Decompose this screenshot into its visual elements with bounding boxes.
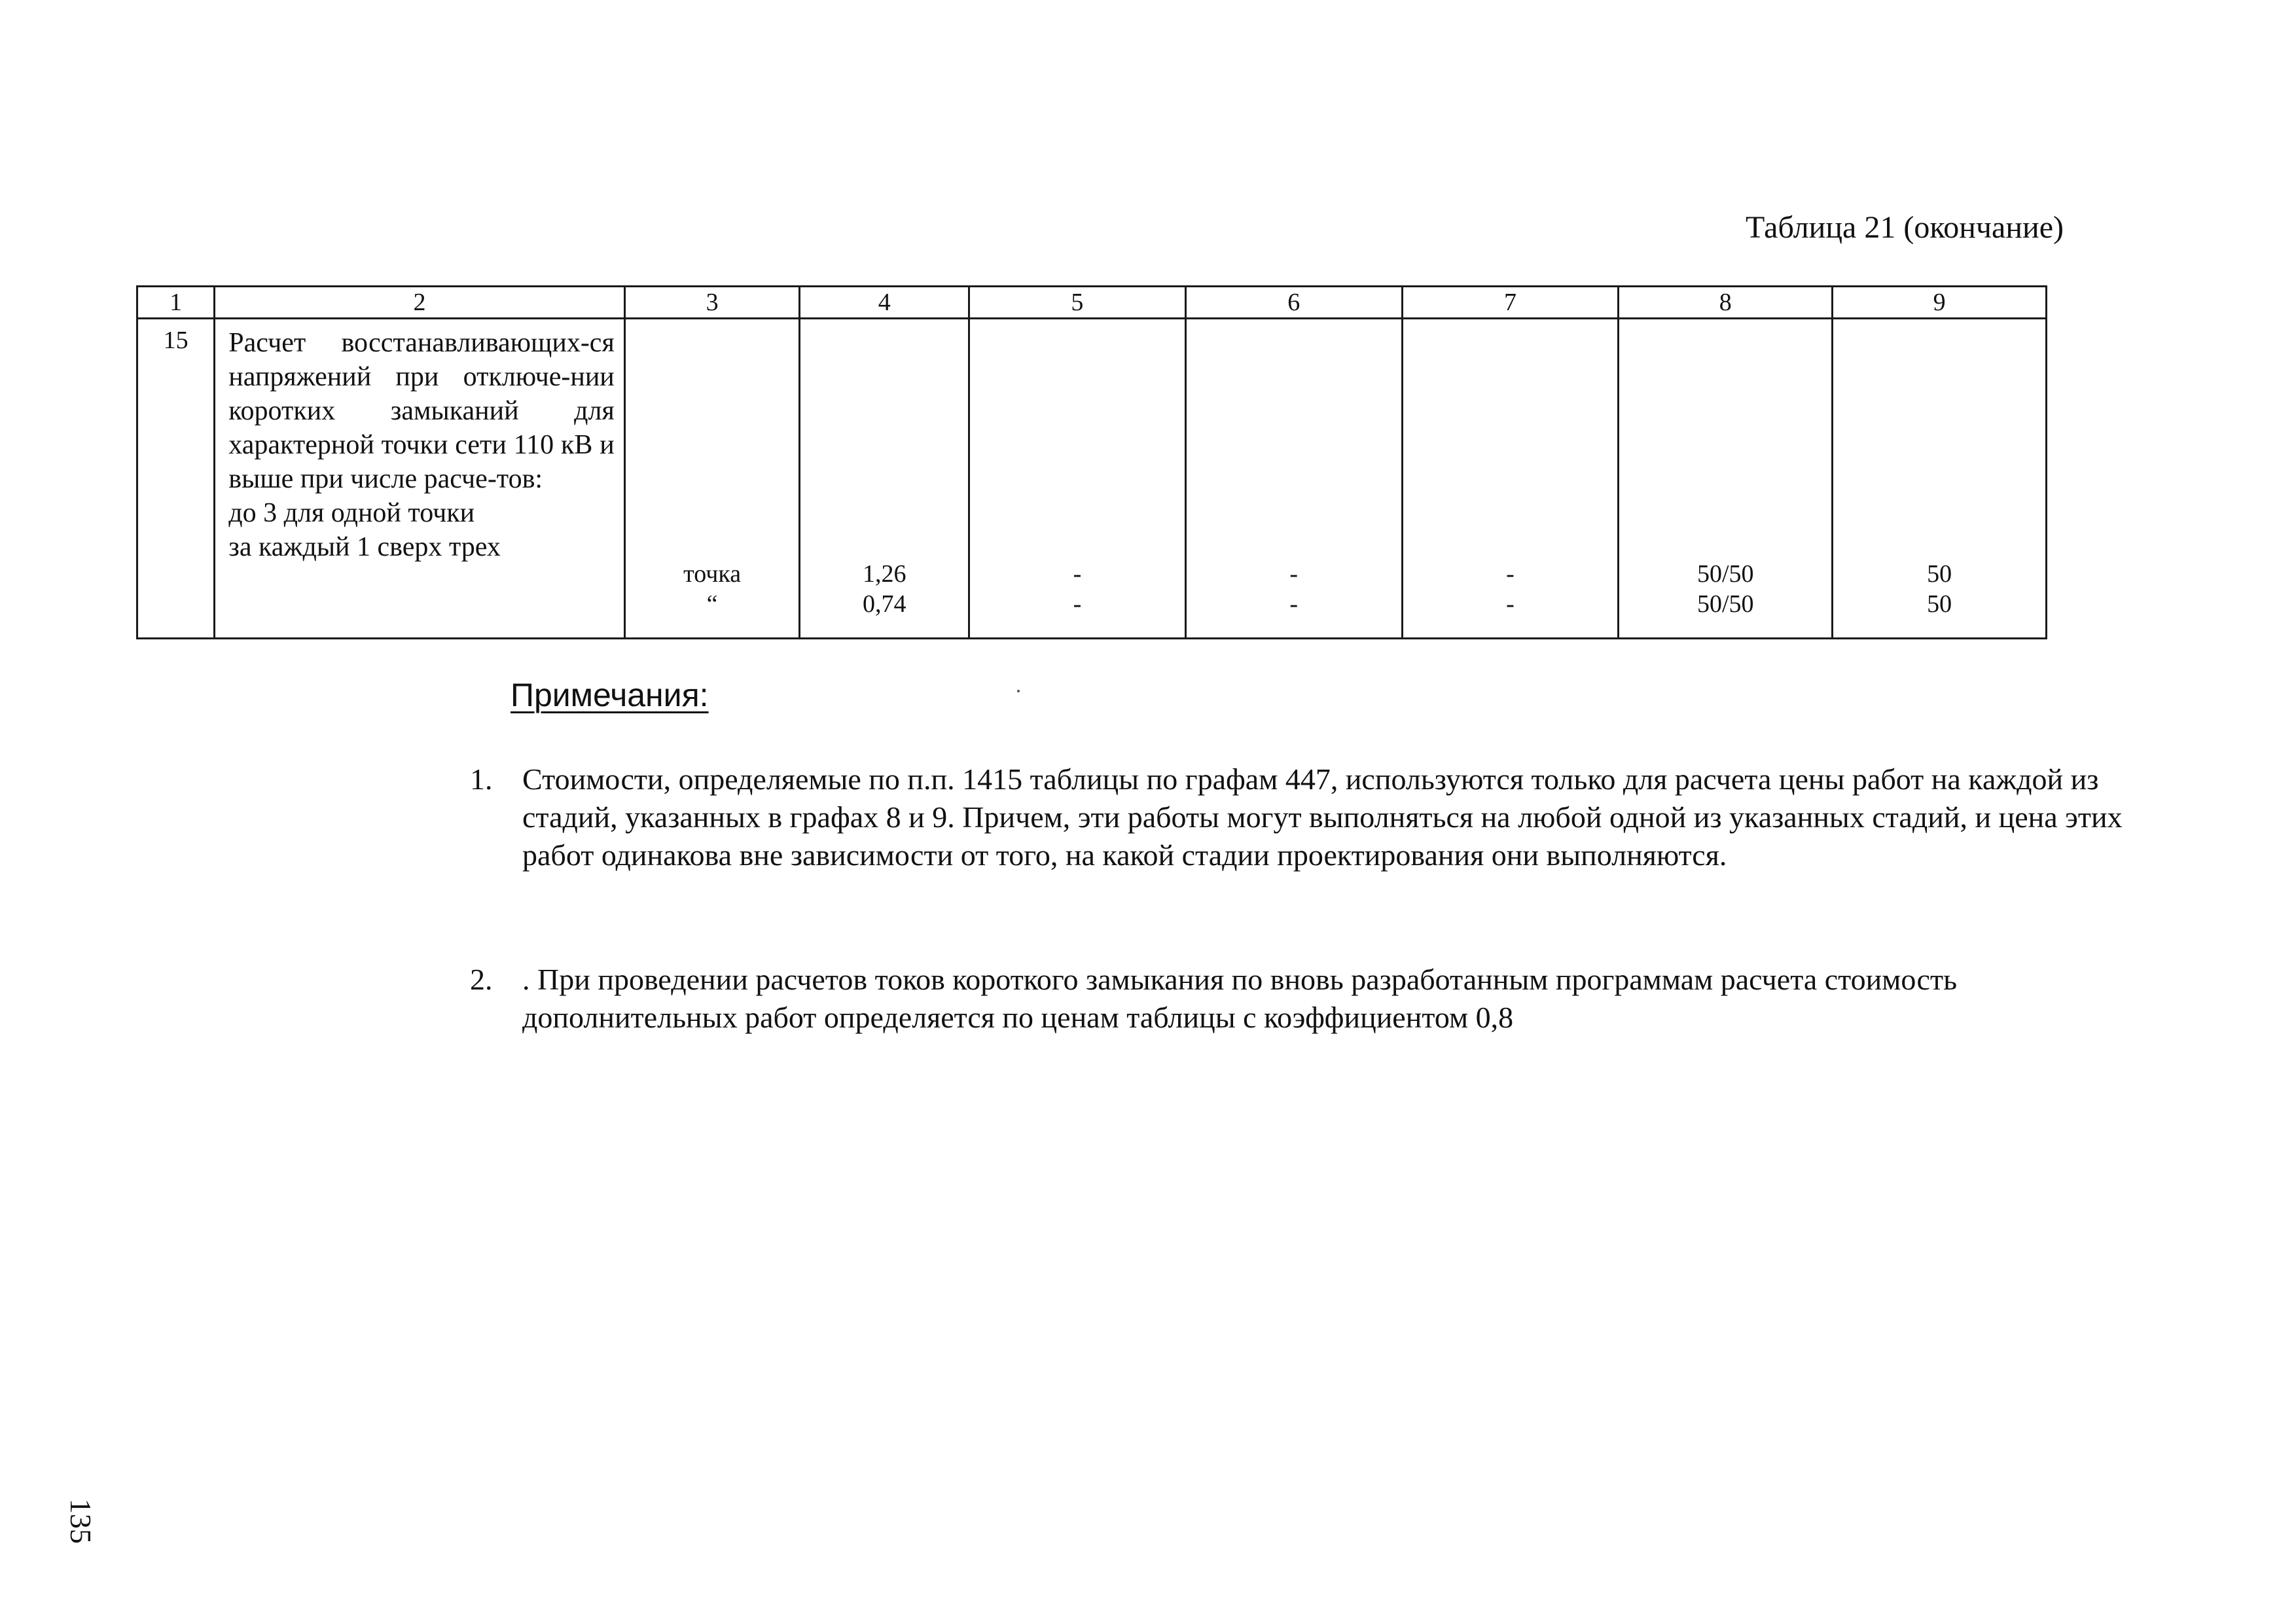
column-header-7: 7 <box>1402 287 1619 319</box>
note-text: . При проведении расчетов токов короткого замыкания по вновь разработанным программам расчета стоимость дополнительных работ определяется по ценам таблицы с коэффициентом 0,8 <box>522 963 1958 1034</box>
column-header-1: 1 <box>137 287 215 319</box>
note-item <box>470 760 2152 874</box>
note-text: Стоимости, определяемые по п.п. 1415 таблицы по графам 447, используются только для расчета цены работ на каждой из стадий, указанных в графах 8 и 9. Причем, эти работы могут выполняться на любой одной из указанных стадий, и цена этих работ одинакова вне зависимости от того, на какой стадии проектирования они выполняются. <box>522 762 2123 872</box>
col5-value-2: - <box>1073 590 1082 618</box>
col5-cell <box>969 319 1186 639</box>
col4-cell <box>800 319 969 639</box>
unit-value-2: “ <box>706 590 718 618</box>
column-header-5: 5 <box>969 287 1186 319</box>
col6-value-2: - <box>1289 590 1299 618</box>
column-header-3: 3 <box>624 287 800 319</box>
col9-cell <box>1833 319 2047 639</box>
col4-value-1: 1,26 <box>862 560 906 588</box>
unit-cell <box>624 319 800 639</box>
col9-value-1: 50 <box>1927 560 1952 588</box>
col4-value-2: 0,74 <box>862 590 906 618</box>
column-header-2: 2 <box>215 287 625 319</box>
col7-cell <box>1402 319 1619 639</box>
column-header-9: 9 <box>1833 287 2047 319</box>
table-row <box>137 319 2047 639</box>
column-header-8: 8 <box>1619 287 1833 319</box>
col8-value-1: 50/50 <box>1696 560 1754 588</box>
col7-value-2: - <box>1506 590 1515 618</box>
col5-value-1: - <box>1073 560 1082 588</box>
column-header-4: 4 <box>800 287 969 319</box>
note-number: 2. <box>470 963 493 996</box>
notes-list-item-2 <box>470 961 2152 1037</box>
row-number: 15 <box>163 327 188 354</box>
col7-value-1: - <box>1506 560 1515 588</box>
notes-heading: Примечания: <box>511 677 709 713</box>
col8-value-2: 50/50 <box>1696 590 1754 618</box>
col9-value-2: 50 <box>1927 590 1952 618</box>
page-number: 135 <box>64 1499 98 1544</box>
row-sub-line-1: до 3 для одной точки <box>228 498 475 528</box>
row-description: Расчет восстанавливающих-ся напряжений при отключе-нии коротких замыканий для характерной точки сети 110 кВ и выше при числе расче-тов: <box>228 328 615 494</box>
row-number-cell <box>137 319 215 639</box>
row-sub-line-2: за каждый 1 сверх трех <box>228 532 501 562</box>
col6-cell <box>1185 319 1402 639</box>
col6-value-1: - <box>1289 560 1299 588</box>
notes-list-item-1 <box>470 760 2152 874</box>
unit-value-1: точка <box>683 560 742 588</box>
data-table <box>136 285 2047 639</box>
col8-cell <box>1619 319 1833 639</box>
row-description-cell <box>215 319 625 639</box>
note-number: 1. <box>470 762 493 796</box>
note-item <box>470 961 2152 1037</box>
column-header-6: 6 <box>1185 287 1402 319</box>
scan-speck <box>1017 690 1020 692</box>
table-caption: Таблица 21 (окончание) <box>1746 210 2064 245</box>
table-header-row <box>137 287 2047 319</box>
